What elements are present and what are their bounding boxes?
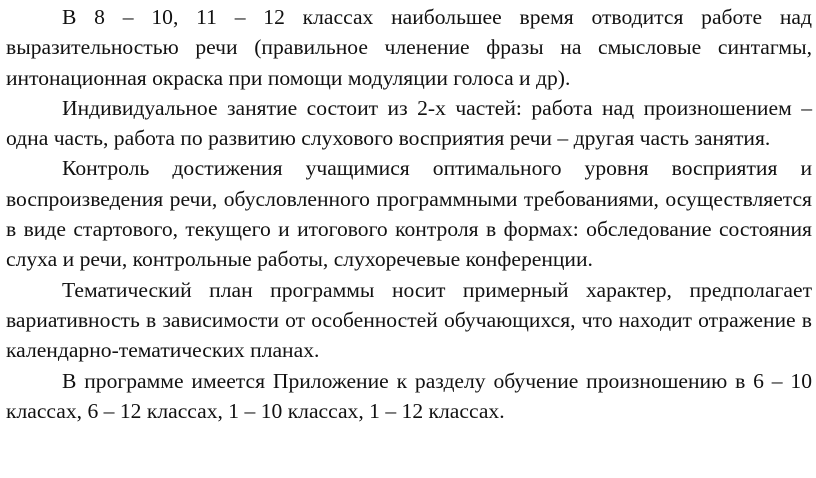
document-body	[6, 2, 812, 426]
paragraph-thematic-plan: Тематический план программы носит примерный характер, предполагает вариативность в зависимости от особенностей обучающихся, что находит отражение в календарно-тематических планах.	[6, 277, 812, 363]
paragraph-appendix: В программе имеется Приложение к разделу обучение произношению в 6 – 10 классах, 6 – 12 классах, 1 – 10 классах, 1 – 12 классах.	[6, 368, 812, 423]
paragraph-control: Контроль достижения учащимися оптимального уровня восприятия и воспроизведения речи, обусловленного программными требованиями, осуществляется в виде стартового, текущего и итогового контроля в формах: обследование состояния слуха и речи, контрольные работы, слухоречевые конференции.	[6, 156, 812, 272]
paragraph-speech-expressiveness: В 8 – 10, 11 – 12 классах наибольшее время отводится работе над выразительностью речи (правильное членение фразы на смысловые синтагмы, интонационная окраска при помощи модуляции голоса и др).	[6, 5, 812, 90]
paragraph-individual-lesson: Индивидуальное занятие состоит из 2-х частей: работа над произношением – одна часть, работа по развитию слухового восприятия речи – другая часть занятия.	[6, 95, 812, 151]
